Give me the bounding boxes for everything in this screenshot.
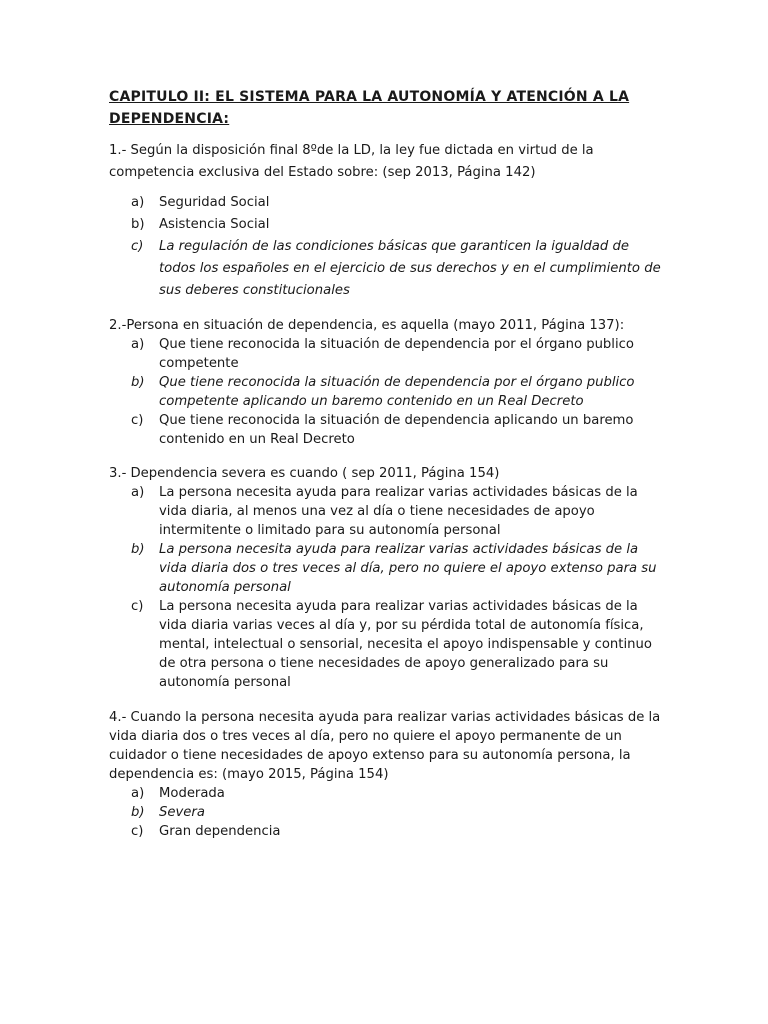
option-marker: b) (131, 805, 145, 820)
option-marker: c) (131, 413, 144, 428)
question-4-option-b (131, 803, 669, 822)
option-marker: c) (131, 239, 144, 254)
option-text: Que tiene reconocida la situación de dependencia aplicando un baremo contenido en un Real Decreto (159, 413, 634, 447)
question-2-option-b (131, 373, 669, 411)
option-text: Asistencia Social (159, 217, 270, 232)
option-text: Seguridad Social (159, 195, 270, 210)
question-3 (109, 464, 669, 692)
question-3-option-a (131, 483, 669, 540)
question-1-option-c (131, 236, 669, 302)
question-1 (109, 140, 669, 302)
option-text: La regulación de las condiciones básicas que garanticen la igualdad de todos los españoles en el ejercicio de sus derechos y en el cumplimiento de sus deberes constitucionales (159, 239, 661, 298)
question-4-option-c (131, 822, 669, 841)
option-marker: a) (131, 337, 145, 352)
question-3-option-b (131, 540, 669, 597)
question-4-options (109, 784, 669, 841)
option-marker: a) (131, 195, 145, 210)
option-text: Gran dependencia (159, 824, 281, 839)
option-marker: b) (131, 217, 145, 232)
question-2 (109, 316, 669, 449)
question-2-options (109, 335, 669, 449)
option-text: Severa (159, 805, 205, 820)
option-text: Moderada (159, 786, 225, 801)
question-3-option-c (131, 597, 669, 692)
option-marker: a) (131, 786, 145, 801)
question-4 (109, 708, 669, 841)
question-2-option-a (131, 335, 669, 373)
question-4-text: 4.- Cuando la persona necesita ayuda para realizar varias actividades básicas de la vida diaria dos o tres veces al día, pero no quiere el apoyo permanente de un cuidador o tiene necesidades de apoyo extenso para su autonomía persona, la dependencia es: (mayo 2015, Página 154) (109, 710, 661, 782)
question-1-option-b (131, 214, 669, 236)
option-text: Que tiene reconocida la situación de dependencia por el órgano publico competente (159, 337, 634, 371)
question-1-text: 1.- Según la disposición final 8ºde la LD, la ley fue dictada en virtud de la competencia exclusiva del Estado sobre: (sep 2013, Página 142) (109, 143, 594, 180)
question-2-text: 2.-Persona en situación de dependencia, es aquella (mayo 2011, Página 137): (109, 318, 625, 333)
question-4-option-a (131, 784, 669, 803)
option-marker: b) (131, 375, 145, 390)
option-marker: c) (131, 824, 144, 839)
question-3-text: 3.- Dependencia severa es cuando ( sep 2011, Página 154) (109, 466, 500, 481)
question-1-option-a (131, 192, 669, 214)
option-marker: a) (131, 485, 145, 500)
option-marker: c) (131, 599, 144, 614)
question-2-option-c (131, 411, 669, 449)
question-3-options (109, 483, 669, 692)
option-text: La persona necesita ayuda para realizar varias actividades básicas de la vida diaria, al menos una vez al día o tiene necesidades de apoyo intermitente o limitado para su autonomía personal (159, 485, 638, 538)
chapter-title: CAPITULO II: EL SISTEMA PARA LA AUTONOMÍA Y ATENCIÓN A LA DEPENDENCIA: (109, 89, 630, 127)
option-text: La persona necesita ayuda para realizar varias actividades básicas de la vida diaria dos o tres veces al día, pero no quiere el apoyo extenso para su autonomía personal (159, 542, 657, 595)
option-text: La persona necesita ayuda para realizar varias actividades básicas de la vida diaria varias veces al día y, por su pérdida total de autonomía física, mental, intelectual o sensorial, necesita el apoyo indispensable y continuo de otra persona o tiene necesidades de apoyo generalizado para su autonomía personal (159, 599, 652, 690)
question-1-options (109, 192, 669, 302)
option-marker: b) (131, 542, 145, 557)
option-text: Que tiene reconocida la situación de dependencia por el órgano publico competente aplicando un baremo contenido en un Real Decreto (159, 375, 635, 409)
